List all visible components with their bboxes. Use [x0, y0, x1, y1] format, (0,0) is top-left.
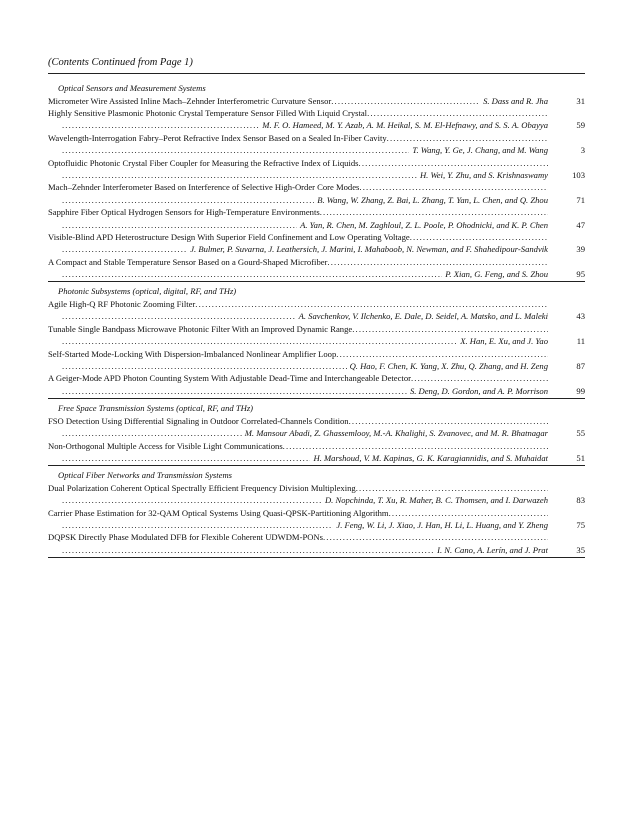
section-heading: Optical Sensors and Measurement Systems: [58, 83, 206, 93]
page-number[interactable]: 99: [576, 385, 585, 396]
section-heading: Optical Fiber Networks and Transmission Systems: [58, 470, 233, 481]
entry-title[interactable]: Micrometer Wire Assisted Inline Mach–Zehnder Interferometric Curvature Sensor: [48, 95, 332, 106]
entry-authors: A. Savchenkov, V. Ilchenko, E. Dale, D. Seidel, A. Matsko, and L. Maleki: [298, 311, 548, 322]
page-number[interactable]: 103: [572, 169, 585, 180]
toc-entry[interactable]: [48, 107, 585, 132]
toc-entry[interactable]: [48, 348, 585, 373]
entry-authors: S. Dass and R. Jha: [483, 95, 548, 106]
dot-leader: [352, 323, 548, 335]
dot-leader: [323, 531, 548, 543]
toc-entry[interactable]: [48, 256, 585, 281]
entry-title[interactable]: Agile High-Q RF Photonic Zooming Filter: [48, 299, 196, 310]
entry-authors: P. Xian, G. Feng, and S. Zhou: [445, 269, 548, 280]
dot-leader: [62, 194, 314, 206]
entry-authors: D. Nopchinda, T. Xu, R. Maher, B. C. Thomsen, and I. Darwazeh: [324, 495, 548, 506]
entry-title[interactable]: Visible-Blind APD Heterostructure Design With Superior Field Confinement and Low Operating Voltage: [48, 231, 410, 242]
page-number[interactable]: 3: [580, 145, 585, 156]
dot-leader: [62, 119, 259, 131]
entry-title[interactable]: A Compact and Stable Temperature Sensor Based on a Gourd-Shaped Microfiber: [48, 256, 328, 267]
entry-title[interactable]: Tunable Single Bandpass Microwave Photonic Filter With an Improved Dynamic Range: [48, 323, 353, 334]
page-number[interactable]: 43: [576, 311, 585, 322]
toc-entry[interactable]: [48, 157, 585, 182]
dot-leader: [320, 206, 548, 218]
entry-title[interactable]: Wavelength-Interrogation Fabry–Perot Refractive Index Sensor Based on a Sealed In-Fiber Cavity: [48, 132, 387, 143]
entry-authors: T. Wang, Y. Ge, J. Chang, and M. Wang: [412, 145, 548, 156]
table-of-contents: [48, 82, 585, 558]
page-number[interactable]: 59: [576, 120, 585, 131]
dot-leader: [356, 482, 548, 494]
dot-leader: [62, 519, 333, 531]
dot-leader: [327, 256, 548, 268]
toc-entry[interactable]: [48, 206, 585, 231]
entry-title[interactable]: Self-Started Mode-Locking With Dispersion-Imbalanced Nonlinear Amplifier Loop: [48, 348, 337, 359]
dot-leader: [62, 360, 347, 372]
entry-title[interactable]: DQPSK Directly Phase Modulated DFB for Flexible Coherent UDWDM-PONs: [48, 532, 323, 543]
entry-authors: J. Feng, W. Li, J. Xiao, J. Han, H. Li, L. Huang, and Y. Zheng: [336, 520, 548, 531]
dot-leader: [62, 310, 296, 322]
dot-leader: [359, 157, 548, 169]
toc-section: [48, 398, 585, 464]
entry-title[interactable]: Sapphire Fiber Optical Hydrogen Sensors for High-Temperature Environments: [48, 207, 320, 218]
page-number[interactable]: 31: [576, 95, 585, 106]
toc-entry[interactable]: [48, 415, 585, 440]
page-number[interactable]: 47: [576, 219, 585, 230]
toc-entry[interactable]: [48, 531, 585, 556]
entry-authors: H. Wei, Y. Zhu, and S. Krishnaswamy: [419, 169, 548, 180]
toc-section: [48, 82, 585, 280]
entry-title[interactable]: Carrier Phase Estimation for 32-QAM Optical Systems Using Quasi-QPSK-Partitioning Algorithm: [48, 507, 389, 518]
entry-authors: S. Deng, D. Gordon, and A. P. Morrison: [409, 385, 548, 396]
dot-leader: [283, 440, 548, 452]
toc-entry[interactable]: [48, 298, 585, 323]
toc-entry[interactable]: [48, 507, 585, 532]
toc-entry[interactable]: [48, 231, 585, 256]
entry-authors: A. Yan, R. Chen, M. Zaghloul, Z. L. Poole, P. Ohodnicki, and K. P. Chen: [300, 219, 548, 230]
dot-leader: [62, 427, 242, 439]
toc-entry[interactable]: [48, 132, 585, 157]
entry-authors: M. Mansour Abadi, Z. Ghassemlooy, M.-A. Khalighi, S. Zvanovec, and M. R. Bhatnagar: [244, 428, 548, 439]
page-number[interactable]: 55: [576, 428, 585, 439]
dot-leader: [331, 95, 480, 107]
toc-entry[interactable]: [48, 482, 585, 507]
dot-leader: [62, 544, 434, 556]
entry-authors: X. Han, E. Xu, and J. Yao: [460, 336, 548, 347]
dot-leader: [62, 385, 407, 397]
dot-leader: [336, 348, 548, 360]
section-heading: Free Space Transmission Systems (optical, RF, and THz): [58, 403, 254, 414]
entry-title[interactable]: Dual Polarization Coherent Optical Spectrally Efficient Frequency Division Multiplexing: [48, 482, 356, 493]
entry-title[interactable]: Non-Orthogonal Multiple Access for Visible Light Communications: [48, 440, 283, 451]
dot-leader: [62, 452, 310, 464]
toc-section: [48, 281, 585, 397]
dot-leader: [62, 169, 417, 181]
entry-title[interactable]: FSO Detection Using Differential Signaling in Outdoor Correlated-Channels Condition: [48, 415, 349, 426]
dot-leader: [410, 231, 548, 243]
dot-leader: [195, 298, 548, 310]
section-heading: Photonic Subsystems (optical, digital, RF, and THz): [58, 286, 237, 297]
dot-leader: [62, 335, 457, 347]
page-number[interactable]: 75: [576, 520, 585, 531]
dot-leader: [62, 144, 409, 156]
toc-entry[interactable]: [48, 372, 585, 397]
top-rule: [48, 73, 585, 74]
dot-leader: [387, 132, 548, 144]
toc-entry[interactable]: [48, 440, 585, 465]
page-number[interactable]: 11: [576, 336, 585, 347]
dot-leader: [62, 219, 297, 231]
toc-entry[interactable]: [48, 181, 585, 206]
page-number[interactable]: 87: [576, 361, 585, 371]
continued-label: (Contents Continued from Page 1): [48, 57, 193, 68]
entry-title[interactable]: Highly Sensitive Plasmonic Photonic Crystal Temperature Sensor Filled With Liquid Crystal: [48, 107, 368, 118]
toc-entry[interactable]: [48, 323, 585, 348]
page-number[interactable]: 83: [576, 495, 585, 506]
dot-leader: [62, 494, 322, 506]
dot-leader: [367, 107, 548, 119]
entry-title[interactable]: Optofluidic Photonic Crystal Fiber Coupler for Measuring the Refractive Index of Liquids: [48, 157, 359, 168]
dot-leader: [411, 372, 548, 384]
page-number[interactable]: 51: [576, 452, 585, 463]
dot-leader: [349, 415, 548, 427]
dot-leader: [389, 507, 548, 519]
entry-authors: J. Bulmer, P. Suvarna, J. Leathersich, J. Marini, I. Mahaboob, N. Newman, and F. Shahedipour-Sandvik: [190, 244, 548, 255]
entry-authors: M. F. O. Hameed, M. Y. Azab, A. M. Heikal, S. M. El-Hefnawy, and S. S. A. Obayya: [262, 120, 548, 131]
page-number[interactable]: 95: [576, 269, 585, 280]
entry-authors: I. N. Cano, A. Lerín, and J. Prat: [437, 544, 548, 555]
toc-entry[interactable]: [48, 95, 585, 107]
entry-authors: Q. Hao, F. Chen, K. Yang, X. Zhu, Q. Zhang, and H. Zeng: [349, 361, 548, 371]
dot-leader: [359, 181, 548, 193]
dot-leader: [62, 243, 187, 255]
entry-title[interactable]: A Geiger-Mode APD Photon Counting System With Adjustable Dead-Time and Interchangeable Detector: [48, 373, 411, 384]
page-number[interactable]: 39: [576, 244, 585, 255]
toc-section: [48, 465, 585, 558]
entry-authors: B. Wang, W. Zhang, Z. Bai, L. Zhang, T. Yan, L. Chen, and Q. Zhou: [317, 194, 548, 205]
page-number[interactable]: 35: [576, 544, 585, 555]
entry-authors: H. Marshoud, V. M. Kapinas, G. K. Karagiannidis, and S. Muhaidat: [313, 452, 548, 463]
entry-title[interactable]: Mach–Zehnder Interferometer Based on Interference of Selective High-Order Core Modes: [48, 182, 360, 193]
dot-leader: [62, 268, 442, 280]
page-number[interactable]: 71: [576, 194, 585, 205]
